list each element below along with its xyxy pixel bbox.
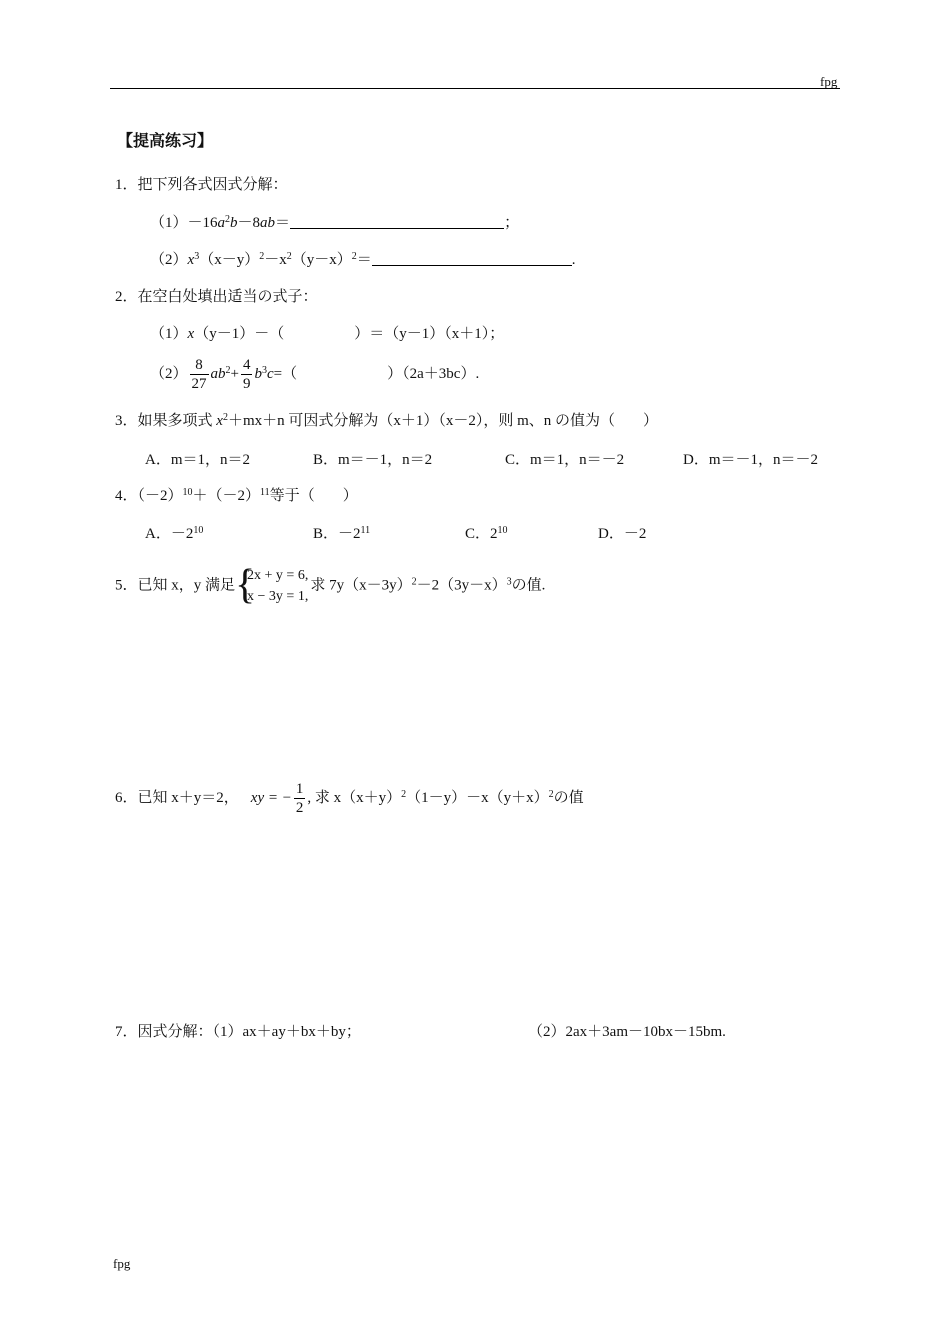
fraction-4-9 <box>241 356 253 393</box>
left-brace: { <box>235 562 256 608</box>
fraction-1-2 <box>294 780 306 817</box>
question-7-part-2 <box>528 1022 726 1042</box>
denominator: 2 <box>295 800 304 816</box>
option-b[interactable] <box>313 450 432 470</box>
part-label: （2） <box>150 365 188 382</box>
expr-text: （y－x） <box>291 252 352 268</box>
part-label: （1） <box>150 326 188 342</box>
option-c[interactable] <box>505 450 624 470</box>
question-stem: 在空白处填出适当の式子： <box>137 289 318 305</box>
var-ab: ab <box>260 215 276 231</box>
equals-sign: ＝ <box>356 252 372 268</box>
paren-close: ） <box>643 413 659 429</box>
plus-sign: + <box>230 365 239 382</box>
question-6 <box>115 780 584 817</box>
equation-1: 2x + y = 6, <box>247 568 309 583</box>
question-stem: 如果多项式 <box>137 413 217 429</box>
option-text: m＝1，n＝－2 <box>530 452 625 468</box>
var-b: b <box>254 365 262 382</box>
option-text: －2 <box>623 526 647 542</box>
equals-sign: ＝ <box>275 215 291 231</box>
question-stem: の值. <box>511 577 546 594</box>
option-a[interactable] <box>145 450 250 470</box>
option-text: m＝－1，n＝－2 <box>708 452 819 468</box>
answer-blank[interactable] <box>372 251 572 266</box>
equation-system <box>235 562 309 608</box>
part-label: （1） <box>150 215 188 231</box>
exponent: 2 <box>225 364 231 376</box>
var-c: c <box>266 365 274 382</box>
exponent: 3 <box>261 364 267 376</box>
question-1 <box>115 175 288 195</box>
var-b: b <box>230 215 238 231</box>
exponent: 2 <box>548 788 554 800</box>
question-stem: （2）2ax＋3am－10bx－15bm. <box>528 1024 726 1040</box>
question-stem: ＋mx＋n 可因式分解为（x＋1）（x－2），则 m、n の值为（ <box>227 413 616 429</box>
option-label: A． <box>145 452 171 468</box>
question-2-part-2 <box>150 356 479 393</box>
paren-close: ） <box>342 488 358 504</box>
question-number: 7． <box>115 1024 138 1040</box>
option-c[interactable] <box>465 524 508 544</box>
header-text: fpg <box>820 74 838 89</box>
denominator: 27 <box>191 376 207 392</box>
option-b[interactable] <box>313 524 370 544</box>
section-title: 【提高练习】 <box>117 131 214 150</box>
option-label: D． <box>683 452 709 468</box>
exponent: 2 <box>225 214 231 225</box>
question-2-part-1 <box>150 324 504 344</box>
question-stem: の值 <box>553 789 584 806</box>
expr-text: －8 <box>237 215 261 231</box>
option-label: C． <box>505 452 531 468</box>
option-text: m＝－1，n＝2 <box>338 452 433 468</box>
var-ab: ab <box>210 365 226 382</box>
var-x: x <box>216 413 223 429</box>
option-label: B． <box>313 526 339 542</box>
option-a[interactable] <box>145 524 203 544</box>
exponent: 2 <box>351 251 357 262</box>
exponent: 2 <box>411 576 417 588</box>
option-label: A． <box>145 526 171 542</box>
option-text: 2 <box>490 526 498 542</box>
question-number: 4． <box>115 488 138 504</box>
option-label: B． <box>313 452 339 468</box>
var-x: x <box>187 326 195 342</box>
question-stem: （－2） <box>137 488 183 504</box>
expr-text: ）＝（y－1）（x＋1）； <box>354 326 505 342</box>
question-stem: －2（3y－x） <box>416 577 507 594</box>
option-d[interactable] <box>683 450 818 470</box>
numerator: 8 <box>190 356 209 375</box>
exponent: 10 <box>193 525 204 536</box>
expr-text: （x－y） <box>199 252 260 268</box>
option-d[interactable] <box>598 524 646 544</box>
option-label: C． <box>465 526 491 542</box>
exponent: 2 <box>259 251 265 262</box>
numerator: 1 <box>295 781 304 797</box>
fraction-8-27 <box>190 356 209 393</box>
expr-text: －x <box>264 252 287 268</box>
question-stem: , 求 x（x＋y） <box>307 789 402 806</box>
var-a: a <box>217 215 226 231</box>
exponent: 11 <box>260 487 270 498</box>
expr-text: （y－1）－（ <box>194 326 285 342</box>
exponent: 3 <box>506 576 512 588</box>
option-text: －2 <box>338 526 361 542</box>
question-stem: 求 7y（x－3y） <box>310 577 412 594</box>
exponent: 2 <box>401 788 407 800</box>
expr-text: ）（2a＋3bc）. <box>387 365 480 382</box>
question-5 <box>115 562 546 608</box>
equation-2: x − 3y = 1, <box>247 589 309 604</box>
question-3 <box>115 411 658 431</box>
question-number: 6． <box>115 789 138 806</box>
question-number: 5． <box>115 577 138 594</box>
question-number: 1． <box>115 177 138 193</box>
question-7 <box>115 1022 361 1042</box>
question-stem: 等于（ <box>269 488 315 504</box>
question-stem: 已知 x，y 满足 <box>137 577 236 594</box>
footer-text: fpg <box>113 1256 131 1271</box>
punctuation: . <box>571 252 576 268</box>
exponent: 11 <box>360 525 371 536</box>
numerator: 4 <box>242 357 251 373</box>
option-label: D． <box>598 526 624 542</box>
question-1-part-1 <box>150 213 519 233</box>
exponent: 3 <box>194 251 200 262</box>
question-stem: （1－y）－x（y＋x） <box>406 789 549 806</box>
punctuation: ； <box>504 215 520 231</box>
question-number: 3． <box>115 413 138 429</box>
question-number: 2． <box>115 289 138 305</box>
question-1-part-2 <box>150 250 576 270</box>
exponent: 2 <box>286 251 292 262</box>
header-rule <box>110 88 840 89</box>
exponent: 2 <box>222 412 228 423</box>
part-label: （2） <box>150 252 188 268</box>
var-x: x <box>187 252 195 268</box>
question-stem: 把下列各式因式分解： <box>137 177 288 193</box>
question-stem: 因式分解：（1）ax＋ay＋bx＋by； <box>137 1024 361 1040</box>
expr-text: =（ <box>273 365 298 382</box>
option-text: －2 <box>170 526 194 542</box>
answer-blank[interactable] <box>290 214 504 229</box>
xy-expression: xy = − <box>250 789 292 806</box>
expr-text: －16 <box>187 215 218 231</box>
exponent: 10 <box>497 525 508 536</box>
question-stem: 已知 x＋y＝2， <box>137 789 239 806</box>
question-2 <box>115 287 318 307</box>
exponent: 10 <box>182 487 193 498</box>
question-stem: ＋（－2） <box>192 488 261 504</box>
option-text: m＝1，n＝2 <box>170 452 251 468</box>
question-4 <box>115 486 358 506</box>
denominator: 9 <box>242 376 251 392</box>
